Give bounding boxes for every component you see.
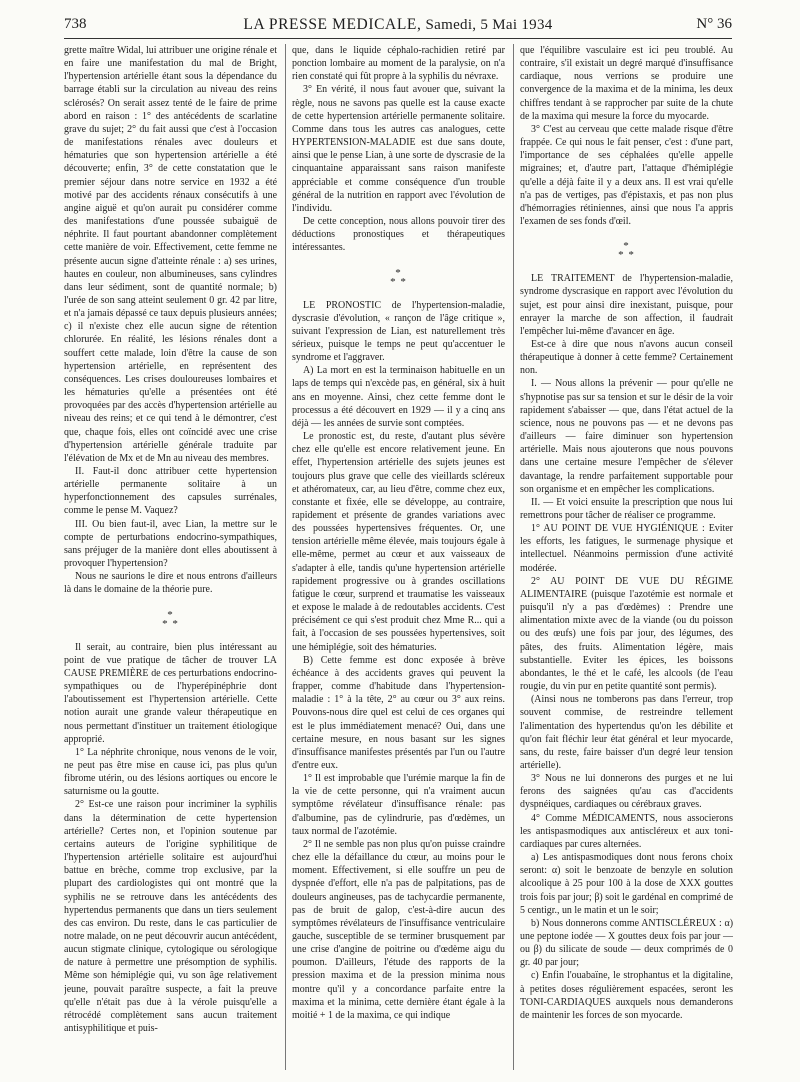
paragraph: A) La mort en est la terminaison habituelle en un laps de temps qui n'excède pas, en général, six à huit ans en moyenne. Ainsi, chez cette femme dont le processus a été découvert en 1929 — il y a cinq ans déjà — les années de survie sont comptées.	[292, 365, 505, 429]
journal-name: LA PRESSE MEDICALE,	[243, 16, 422, 33]
paragraph: LE TRAITEMENT de l'hypertension-maladie, syndrome dyscrasique en rapport avec l'évolution du sujet, est pour ainsi dire inexistant, puisque, pour enrayer la marche de son affection, il faudrait l'empêcher lui-même d'avancer en âge.	[520, 273, 733, 337]
paragraph: a) Les antispasmodiques dont nous ferons choix seront: α) soit le benzoate de benzyle en solution alcoolique à 25 pour 100 à la dose de XXX gouttes trois fois par jour; β) soit le gardénal en comprimé de 5 centigr., un le matin et un le soir;	[520, 852, 733, 916]
paragraph: II. — Et voici ensuite la prescription que nous lui remettrons pour tâcher de réaliser ce programme.	[520, 496, 733, 521]
page-header	[64, 14, 732, 39]
column-2	[292, 44, 505, 1074]
paragraph: que l'équilibre vasculaire est ici peu troublé. Au contraire, s'il existait un degré marqué d'insuffisance cardiaque, nous verrions se produire une convergence de la maxima et de la minima, les deux chiffres tendant à se rapprocher par suite de la chute de la maxima qui mesure la force du myocarde.	[520, 45, 733, 122]
paragraph: 2° AU POINT DE VUE DU RÉGIME ALIMENTAIRE (puisque l'azotémie est normale et puisqu'il n'y a pas d'œdèmes) : Prendre une alimentation mixte avec de la viande (ou du poisson ou des œufs) une fois par jour, des légumes, des pâtes, des fruits. Alimentation légère, mais substantielle. Eviter les épices, les boissons abondantes, le thé et le café, les alcools (de l'eau rougie, du vin pur en petite quantité sont permis).	[520, 575, 733, 693]
running-title	[64, 16, 732, 34]
paragraph: Le pronostic est, du reste, d'autant plus sévère chez elle qu'elle est encore relativement jeune. En effet, l'hypertension artérielle des sujets jeunes est toujours plus grave que celle des vieillards scléreux et athéromateux, car, au lieu d'être, comme chez eux, constante et fixée, elle se développe, au contraire, rapidement et présente de grandes variations avec des poussées hypertensives fréquentes. Or, une tension artérielle même élevée, mais toujours égale à elle-même, permet au cœur et aux vaisseaux de s'adapter à elle, tandis qu'une hypertension artérielle rapidement progressive ou à grandes oscillations fatigue le cœur, surprend et traumatise les vaisseaux et expose le malade à de redoutables accidents. C'est précisément ce qui s'est produit chez Mme R... qui a fait, à l'occasion de ses poussées hypertensives, soit une hémiplégie, soit des hématuries.	[292, 431, 505, 653]
paragraph: Est-ce à dire que nous n'avons aucun conseil thérapeutique à donner à cette femme? Certainement non.	[520, 338, 733, 377]
column-rule	[285, 44, 286, 1070]
paragraph: LE PRONOSTIC de l'hypertension-maladie, dyscrasie d'évolution, « rançon de l'âge critique », suivant l'expression de Lian, est naturellement très sérieux, puisque le temps ne peut qu'accentuer le syndrome et l'aggraver.	[292, 299, 505, 364]
paragraph: B) Cette femme est donc exposée à brève échéance à des accidents graves qui peuvent la frapper, comme d'habitude dans l'hypertension-maladie : 1° à la tête, 2° au cœur ou 3° aux reins. Pouvons-nous dire quel est celui de ces organes qui est le plus immédiatement menacé? Oui, dans une certaine mesure, en nous basant sur les signes d'insuffisance manifestes présentés par l'un ou l'autre d'entre eux.	[292, 654, 505, 771]
paragraph: 3° Nous ne lui donnerons des purges et ne lui ferons des saignées qu'au cas d'accidents dyspnéiques, cardiaques ou cérébraux graves.	[520, 773, 733, 811]
paragraph: (Ainsi nous ne tomberons pas dans l'erreur, trop souvent commise, de restreindre tellement l'alimentation des hypertendus qu'on les débilite et qu'on fait fléchir leur état général et leur myocarde, sans, du reste, faire baisser d'un degré leur tension artérielle).	[520, 694, 733, 771]
paragraph: 2° Il ne semble pas non plus qu'on puisse craindre chez elle la défaillance du cœur, au moins pour le moment. Effectivement, si elle souffre un peu de dyspnée d'effort, elle n'a pas de palpitations, pas de douleurs angineuses, pas de tachycardie permanente, pas de bruit de galop, c'est-à-dire aucun des symptômes révélateurs de l'insuffisance ventriculaire gauche, susceptible de se terminer brusquement par une crise d'angine de poitrine ou d'œdème aigu du poumon. D'ailleurs, l'étude des rapports de la pression maxima et de la pression minima nous montre qu'il y a concordance parfaite entre la maxima et la minima, cette dernière étant égale à la moitié + 1 de la maxima, ce qui indique	[292, 838, 505, 1021]
paragraph: 2° Est-ce une raison pour incriminer la syphilis dans la détermination de cette hypertension artérielle? Certes non, et l'opinion soutenue par certains auteurs de l'origine syphilitique de l'hypertension artérielle solitaire est aujourd'hui battue en brèche, comme trop exclusive, par la plupart des cardiologistes qui ont montré que la syphilis ne se retrouve dans les antécédents des hypertendus permanents que dans un tiers seulement des cas environ. Du reste, dans le cas particulier de notre malade, on ne peut découvrir aucun antécédent, aucun stigmate clinique, cytologique ou sérologique de nature à permettre une présomption de syphilis. Même son hémiplégie qui, vu son âge relativement jeune, pouvait paraître suspecte, a fait la preuve qu'elle n'était pas due à la vérole puisqu'elle a rétrocédé complètement sans aucun traitement antisyphilitique et puis-	[64, 799, 277, 1035]
paragraph: que, dans le liquide céphalo-rachidien retiré par ponction lombaire au moment de la paralysie, on n'a rien constaté qui fût propre à la syphilis du névraxe.	[292, 45, 505, 83]
asterism-separator: * * *	[618, 240, 635, 262]
paragraph: grette maître Widal, lui attribuer une origine rénale et en faire une manifestation du mal de Bright, l'hypertension artérielle étant sous la dépendance du barrage établi sur la circulation au niveau des reins sclérosés? On serait assez tenté de le faire de prime abord en raison : 1° des antécédents de scarlatine grave du sujet; 2° du fait aussi que c'est à l'occasion de manifestations rénales avec douleurs et hématuries que son hypertension artérielle a été découverte; enfin, 3° de cette constatation que le premier séjour dans notre service en 1932 a été motivé par des accidents rénaux consécutifs à une angine aiguë et qu'on aurait pu considérer comme des manifestations d'une poussée subaiguë de néphrite. Il faut pourtant abandonner complètement cette manière de voir. Effectivement, cette femme ne présente aucun signe d'atteinte rénale : a) ses urines, hautes en couleur, non albumineuses, sans cylindres dans leur sédiment, sont de quantité normale; b) l'urée de son sang atteint seulement 0 gr. 42 par litre, et n'a jamais dépassé ce taux depuis plusieurs années; c) il n'existe chez elle aucun signe de rétention chlorurée. En réalité, les lésions rénales dont a souffert cette malade, loin d'être la cause de son hypertension artérielle, en représentent des conséquences. Les crises douloureuses lombaires et les hématuries qu'elle a présentées ont été provoquées par des accès d'hypertension artérielle au niveau des reins; et ce qui tend à le démontrer, c'est que, chaque fois, elles ont coïncidé avec une crise d'hypertension artérielle générale traduite par l'élévation de Mx et de Mn au niveau des membres.	[64, 45, 277, 464]
paragraph: 4° Comme MÉDICAMENTS, nous associerons les antispasmodiques aux antiscléreux et aux toni-cardiaques par cures alternées.	[520, 812, 733, 850]
asterism-separator: * * *	[390, 266, 407, 288]
issue-date: Samedi, 5 Mai 1934	[425, 17, 553, 33]
paragraph: 1° AU POINT DE VUE HYGIÉNIQUE : Eviter les efforts, les fatigues, le surmenage physique et intellectuel. Néanmoins permission d'une activité modérée.	[520, 523, 733, 574]
paragraph: II. Faut-il donc attribuer cette hypertension artérielle permanente solitaire à un hyperfonctionnement des capsules surrénales, comme le pense M. Vaquez?	[64, 466, 277, 517]
paragraph: c) Enfin l'ouabaïne, le strophantus et la digitaline, à petites doses régulièrement espacées, seront les TONI-CARDIAQUES auxquels nous demanderons de maintenir les forces de son myocarde.	[520, 970, 733, 1021]
column-1	[64, 44, 277, 1074]
asterism-separator: * * *	[162, 608, 179, 630]
page-number: 738	[64, 16, 87, 32]
paragraph: I. — Nous allons la prévenir — pour qu'elle ne s'hypnotise pas sur sa tension et sur le désir de la voir rapidement s'abaisser — que, dans l'état actuel de la science, nous ne pouvons pas — et ne devons pas d'ailleurs — faire diminuer son hypertension artérielle. Mais nous ajouterons que nous pouvons dans une certaine mesure l'empêcher de s'élever davantage, la rendre parfaitement supportable pour son organisme et en empêcher les complications.	[520, 378, 733, 495]
issue-number: N° 36	[696, 16, 732, 32]
paragraph: b) Nous donnerons comme ANTISCLÉREUX : α) une peptone iodée — X gouttes deux fois par jour — ou β) du silicate de soude — deux comprimés de 0 gr. 40 par jour;	[520, 917, 733, 969]
column-rule	[513, 44, 514, 1070]
paragraph: Nous ne saurions le dire et nous entrons d'ailleurs là dans le domaine de la théorie pure.	[64, 571, 277, 596]
paragraph: 3° C'est au cerveau que cette malade risque d'être frappée. Ce qui nous le fait penser, c'est : d'une part, l'importance de ses céphalées qu'elle appelle migraines; et, d'autre part, l'attaque d'hémiplégie qu'elle a déjà faite il y a deux ans. Il est vrai qu'elle n'a pas de vertiges, pas d'épistaxis, et pas non plus d'hémorragies rétiniennes, ainsi que nous l'a appris l'examen de ses fonds d'œil.	[520, 123, 733, 228]
paragraph: 3° En vérité, il nous faut avouer que, suivant la règle, nous ne savons pas quelle est la cause exacte de cette hypertension artérielle permanente solitaire. Comme dans tous les autres cas analogues, cette HYPERTENSION-MALADIE est due sans doute, ainsi que le pense Lian, à une sorte de dyscrasie de la cinquantaine apparaissant sans raison manifeste appréciable et comme conséquence d'un trouble général de la nutrition en rapport avec l'évolution de l'individu.	[292, 84, 505, 214]
column-3	[520, 44, 733, 1074]
paragraph: III. Ou bien faut-il, avec Lian, la mettre sur le compte de perturbations endocrino-sympathiques, sans préjuger de la manière dont elles aboutissent à provoquer l'hypertension?	[64, 518, 277, 570]
paragraph: Il serait, au contraire, bien plus intéressant au point de vue pratique de tâcher de trouver LA CAUSE PREMIÈRE de ces perturbations endocrino-sympathiques ou de l'hyperépinéphrie dont l'aboutissement est l'hypertension artérielle. Cette notion aurait une grande valeur thérapeutique en nous permettant d'instituer un traitement étiologique approprié.	[64, 641, 277, 745]
paragraph: 1° Il est improbable que l'urémie marque la fin de la vie de cette personne, qui n'a vraiment aucun symptôme révélateur d'insuffisance rénale: pas d'albumine, pas de cylindrurie, pas d'œdèmes, un taux normal de l'azotémie.	[292, 773, 505, 837]
paragraph: 1° La néphrite chronique, nous venons de le voir, ne peut pas être mise en cause ici, pas plus qu'un fibrome utérin, ou des lésions aortiques ou encore le saturnisme ou la goutte.	[64, 746, 277, 798]
paragraph: De cette conception, nous allons pouvoir tirer des déductions pronostiques et thérapeutiques intéressantes.	[292, 216, 505, 254]
